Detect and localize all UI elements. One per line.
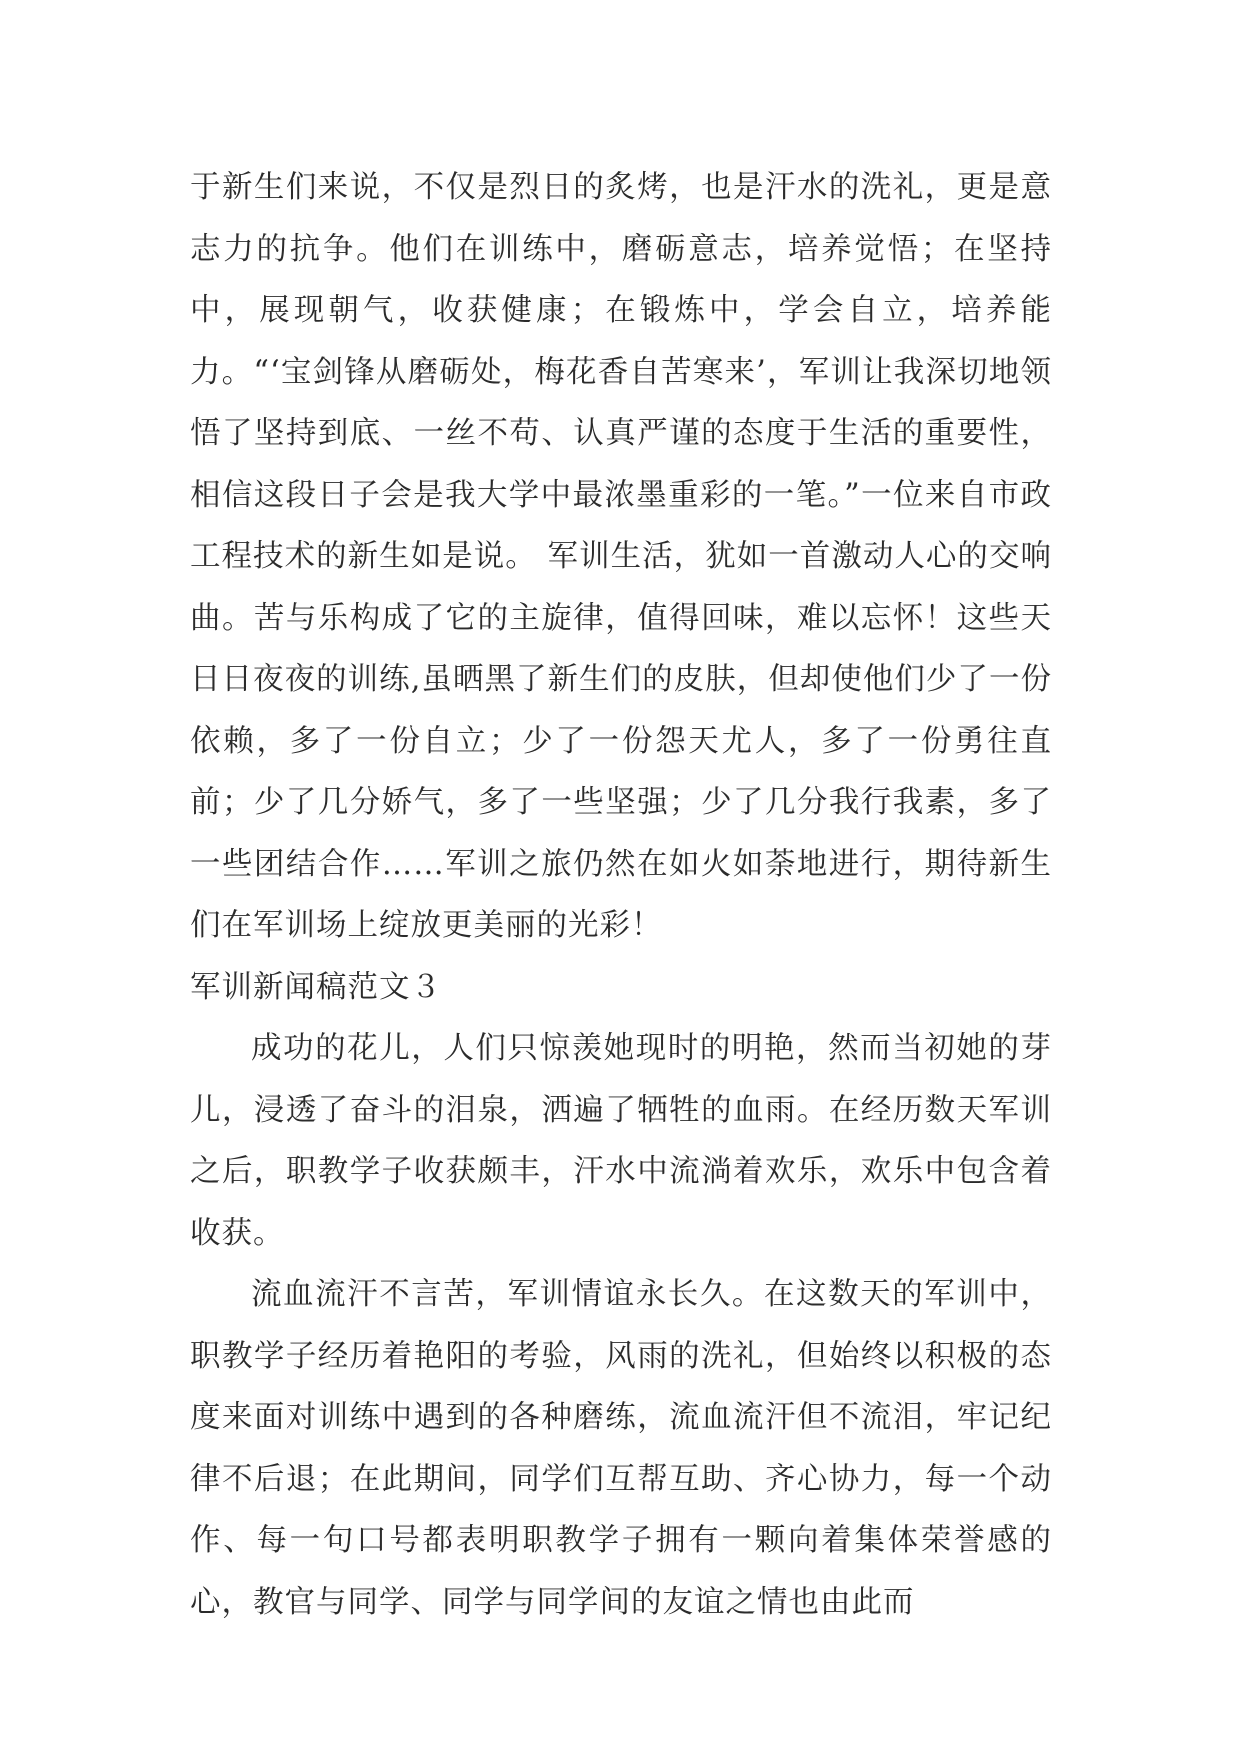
paragraph: 流血流汗不言苦，军训情谊永长久。在这数天的军训中，职教学子经历着艳阳的考验，风雨的洗礼，但始终以积极的态度来面对训练中遇到的各种磨练，流血流汗但不流泪，牢记纪律不后退；在此期间，同学们互帮互助、齐心协力，每一个动作、每一句口号都表明职教学子拥有一颗向着集体荣誉感的心，教官与同学、同学与同学间的友谊之情也由此而: [190, 1277, 1052, 1620]
paragraph: 成功的花儿，人们只惊羡她现时的明艳，然而当初她的芽儿，浸透了奋斗的泪泉，洒遍了牺牲的血雨。在经历数天军训之后，职教学子收获颇丰，汗水中流淌着欢乐，欢乐中包含着收获。: [190, 1031, 1052, 1251]
section-heading: 军训新闻稿范文３: [190, 969, 442, 1005]
document-body: [190, 157, 1052, 1633]
paragraph-continued: 于新生们来说，不仅是烈日的炙烤，也是汗水的洗礼，更是意志力的抗争。他们在训练中，磨砺意志，培养觉悟；在坚持中，展现朝气，收获健康；在锻炼中，学会自立，培养能力。“‘宝剑锋从磨砺处，梅花香自苦寒来’，军训让我深切地领悟了坚持到底、一丝不苟、认真严谨的态度于生活的重要性，相信这段日子会是我大学中最浓墨重彩的一笔。”一位来自市政工程技术的新生如是说。 军训生活，犹如一首激动人心的交响曲。苦与乐构成了它的主旋律，值得回味，难以忘怀！这些天日日夜夜的训练,虽晒黑了新生们的皮肤，但却使他们少了一份依赖，多了一份自立；少了一份怨天尤人，多了一份勇往直前；少了几分娇气，多了一些坚强；少了几分我行我素，多了一些团结合作……军训之旅仍然在如火如荼地进行，期待新生们在军训场上绽放更美丽的光彩！: [190, 170, 1052, 943]
